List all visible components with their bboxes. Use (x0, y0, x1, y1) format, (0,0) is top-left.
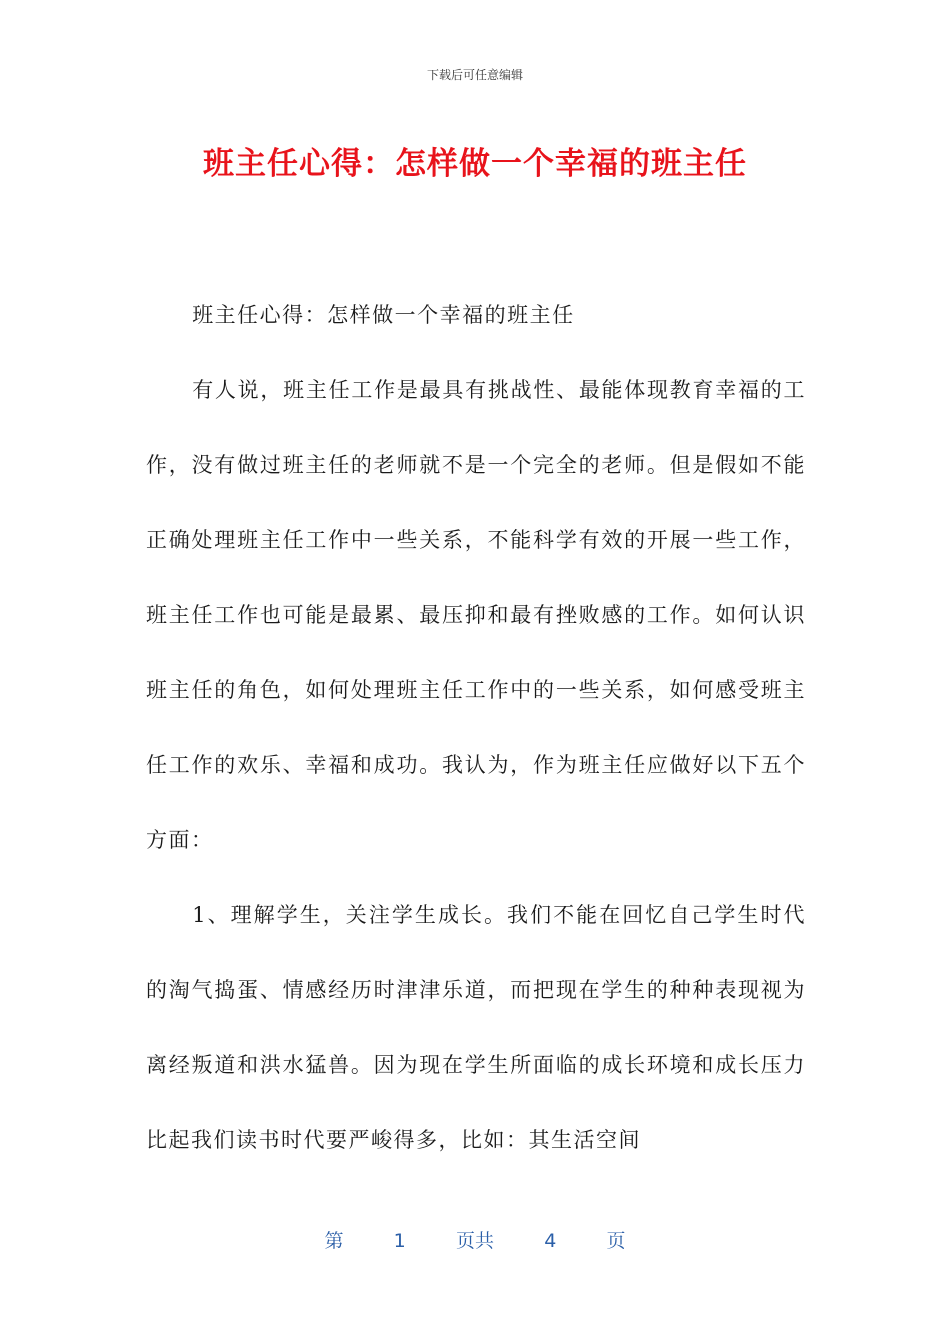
footer-page-current: 1 (393, 1230, 406, 1252)
page-header-note: 下载后可任意编辑 (426, 68, 523, 82)
paragraph-point-1: 1、理解学生，关注学生成长。我们不能在回忆自己学生时代的淘气捣蛋、情感经历时津津乐道，而把现在学生的种种表现视为离经叛道和洪水猛兽。因为现在学生所面临的成长环境和成长压力比起我们读书时代要严峻得多，比如：其生活空间 (146, 903, 806, 1152)
page-footer (0, 1226, 950, 1253)
footer-page-suffix: 页 (606, 1230, 626, 1252)
paragraph-subtitle: 班主任心得：怎样做一个幸福的班主任 (192, 303, 575, 327)
footer-page-total: 4 (544, 1230, 557, 1252)
footer-page-prefix: 第 (324, 1230, 344, 1252)
paragraph-intro: 有人说，班主任工作是最具有挑战性、最能体现教育幸福的工作，没有做过班主任的老师就不是一个完全的老师。但是假如不能正确处理班主任工作中一些关系，不能科学有效的开展一些工作，班主任工作也可能是最累、最压抑和最有挫败感的工作。如何认识班主任的角色，如何处理班主任工作中的一些关系，如何感受班主任工作的欢乐、幸福和成功。我认为，作为班主任应做好以下五个方面： (146, 378, 806, 852)
document-title: 班主任心得：怎样做一个幸福的班主任 (203, 146, 747, 182)
footer-page-middle: 页共 (455, 1230, 494, 1252)
document-body (146, 278, 806, 1178)
